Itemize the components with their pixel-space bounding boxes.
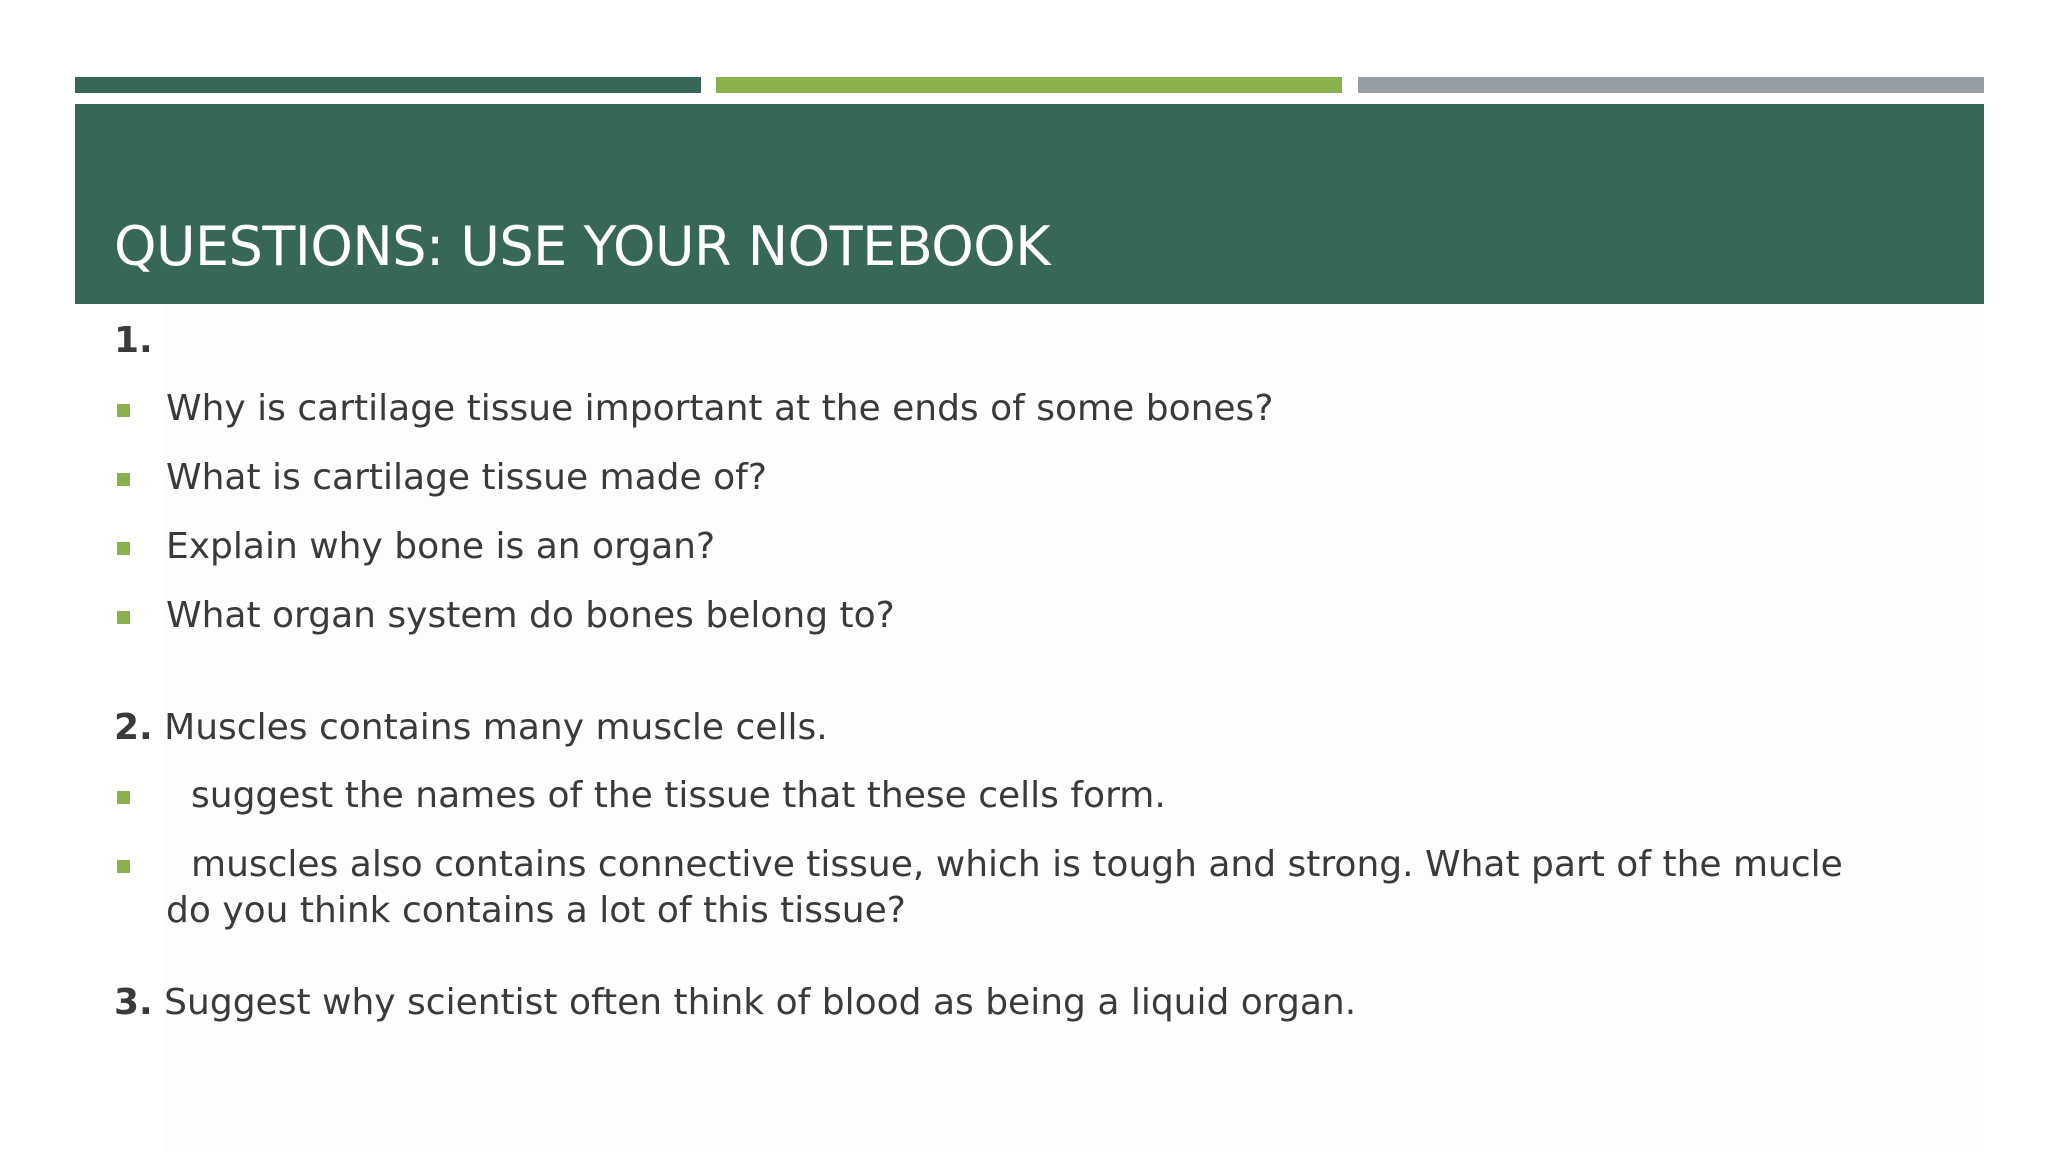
spacer <box>114 364 1954 386</box>
square-bullet-icon <box>117 860 130 873</box>
square-bullet-icon <box>117 542 130 555</box>
spacer <box>114 639 1954 705</box>
spacer <box>114 751 1954 773</box>
question-text: Muscles contains many muscle cells. <box>152 707 828 748</box>
list-item <box>114 593 1954 639</box>
bullet-text: suggest the names of the tissue that these cells form. <box>191 775 1166 816</box>
list-item <box>114 524 1954 570</box>
question-1-bullets <box>114 386 1954 639</box>
question-number: 1. <box>114 320 153 361</box>
bullet-text: What organ system do bones belong to? <box>166 595 895 636</box>
square-bullet-icon <box>117 791 130 804</box>
square-bullet-icon <box>117 473 130 486</box>
question-2-heading <box>114 705 1954 751</box>
list-item <box>114 842 1954 934</box>
square-bullet-icon <box>117 611 130 624</box>
accent-bar-dark-green <box>75 77 701 93</box>
list-item <box>114 455 1954 501</box>
accent-bar-light-green <box>716 77 1342 93</box>
slide-title: QUESTIONS: USE YOUR NOTEBOOK <box>114 215 1051 278</box>
accent-bar-gray <box>1358 77 1984 93</box>
spacer <box>114 934 1954 980</box>
bullet-text: Why is cartilage tissue important at the ends of some bones? <box>166 388 1274 429</box>
list-item <box>114 386 1954 432</box>
question-1-heading <box>114 318 1954 364</box>
list-item <box>114 773 1954 819</box>
question-number: 2. <box>114 707 153 748</box>
slide-body <box>114 318 1954 1026</box>
title-band <box>75 104 1984 304</box>
question-2-bullets <box>114 773 1954 934</box>
square-bullet-icon <box>117 404 130 417</box>
question-number: 3. <box>114 982 153 1023</box>
bullet-text: What is cartilage tissue made of? <box>166 457 767 498</box>
question-3-heading <box>114 980 1954 1026</box>
bullet-text: muscles also contains connective tissue, which is tough and strong. What part of the mucle do you think contains a lot of this tissue? <box>166 844 1843 931</box>
bullet-text: Explain why bone is an organ? <box>166 526 716 567</box>
question-text: Suggest why scientist often think of blood as being a liquid organ. <box>152 982 1357 1023</box>
